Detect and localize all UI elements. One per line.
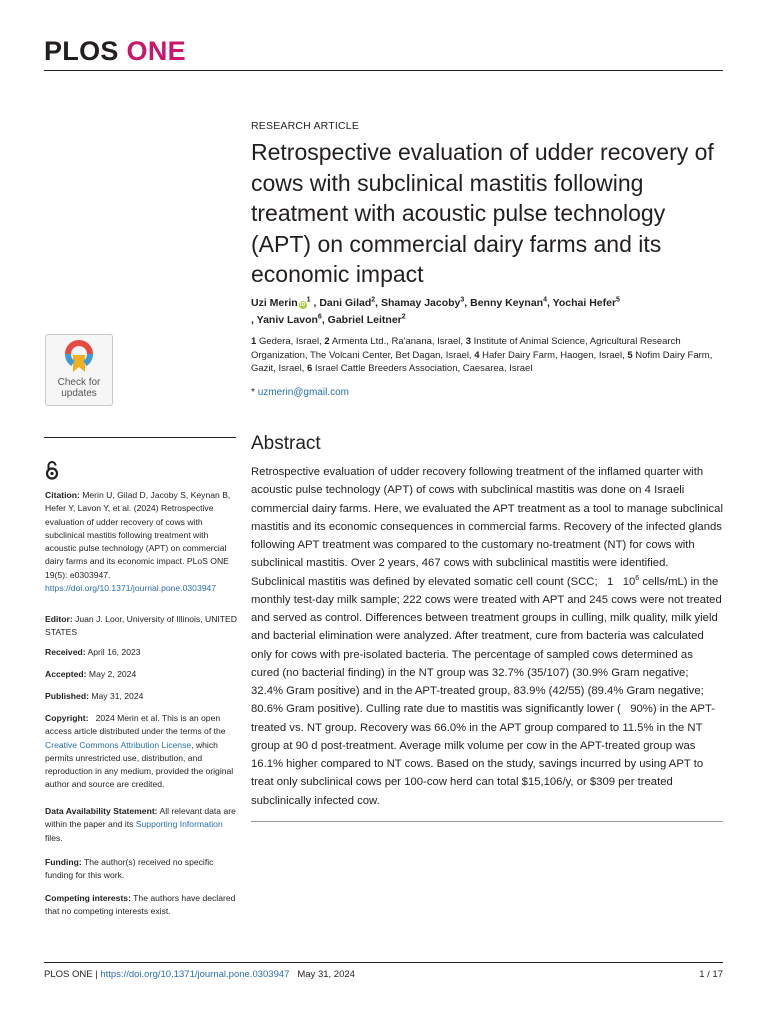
accepted-block [45,668,237,681]
citation-block [45,489,237,595]
affiliation-number: 1 [251,336,257,347]
orcid-icon[interactable]: iD [299,302,306,308]
affiliation-number: 2 [324,336,330,347]
footer-doi-link[interactable]: https://doi.org/10.1371/journal.pone.0303947 [100,969,290,980]
badge-text-line1: Check for [57,377,101,388]
received-label: Received: [45,647,86,657]
copyright-text-rest: , which permits unrestricted use, distribution, and reproduction in any medium, provided the original author and source are credited. [45,739,234,790]
editor-block [45,613,237,640]
competing-interests-block [45,892,237,919]
open-access-icon [45,460,59,480]
article-type: RESEARCH ARTICLE [251,120,360,132]
author-name[interactable]: , Shamay Jacoby [375,297,461,309]
copyright-block [45,712,237,792]
editor-label: Editor: [45,614,73,624]
accepted-label: Accepted: [45,669,87,679]
affiliation-number: 6 [306,363,313,374]
competing-interests-text: The authors have declared that no competing interests exist. [45,893,236,917]
author-name[interactable]: , Dani Gilad [313,297,372,309]
sidebar-divider [44,437,236,438]
license-link[interactable]: Creative Commons Attribution License [45,739,192,750]
journal-logo [44,36,186,67]
editor-text: Juan J. Loor, University of Illinois, UNITED STATES [45,614,237,638]
check-for-updates-badge[interactable] [45,334,113,406]
data-availability-text: All relevant data are within the paper and its [45,806,236,830]
page-number: 1 / 17 [699,969,723,980]
copyright-label: Copyright: [45,713,89,723]
abstract-heading: Abstract [251,433,321,454]
supporting-information-link[interactable]: Supporting Information [135,819,223,830]
badge-text-line2: updates [61,388,97,399]
copyright-text: 2024 Merin et al. This is an open access article distributed under the terms of the [45,713,226,737]
footer-left [44,969,355,980]
header-divider [44,70,723,71]
affiliation-text: Nofim Dairy Farm, Gazit, Israel, [251,349,713,374]
abstract-part2: cells/mL) in the monthly test-day milk sample; 222 cows were treated with APT and 245 cows were not treated and served as control. Differences between treatment groups in culling, milk quality, milk yield and bacterial elimination were analyzed. After treatment, cure from bacteria was calculated only for cows with pre-isolated bacteria. The percentage of sampled cows determined as cured (no bacterial finding) in the NT group was 32.7% (35/107) (30.9% Gram negative; 32.4% Gram positive) and in the APT-treated group, 83.9% (42/55) (89.4% Gram negative; 80.6% Gram positive). Culling rate due to mastitis was significantly lower ( 90%) in the APT-treated vs. NT group. Recovery was 66.0% in the APT group compared to 11.5% in the NT group at 90 d post-treatment. Average milk volume per cow in the APT-treated group was 16.1% higher compared to NT cows. Based on the study, savings incurred by using APT to treat only subclinical cows per 100-cow herd can total $15,106/y, or $309 per treated subclinically infected cow. [251,575,722,807]
abstract-part1: Retrospective evaluation of udder recovery following treatment of the inflamed quarter with acoustic pulse technology (APT) of cows with subclinical mastitis was done on 4 Israeli commercial dairy farms. Here, we evaluated the APT treatment as a tool to manage subclinical mastitis and its economic consequences in commercial farms. Recovery of the infected glands following APT treatment was compared to the customary no-treatment (NT) for cows with subclinical mastitis. Over 2 years, 467 cows with subclinical mastitis were identified. Subclinical mastitis was defined by elevated somatic cell count (SCC; 1 10 [251,466,723,588]
author-name[interactable]: Uzi Merin [251,297,298,309]
affiliation-sup: 1 [306,296,311,304]
received-date: April 16, 2023 [85,647,141,657]
citation-text: Merin U, Gilad D, Jacoby S, Keynan B, Hefer Y, Lavon Y, et al. (2024) Retrospective evaluation of udder recovery of cows with subclinical mastitis following treatment with acoustic pulse technology (APT) on commercial dairy farms and its economic impact. PLoS ONE 19(5): e0303947. [45,490,231,580]
citation-label: Citation: [45,490,80,500]
data-availability-block [45,805,237,845]
footer-journal: PLOS ONE [44,969,93,980]
affiliation-number: 4 [474,349,480,361]
funding-text: The author(s) received no specific funding for this work. [45,857,214,881]
logo-plos: PLOS [44,36,119,66]
crossmark-icon [64,339,94,375]
published-label: Published: [45,691,89,701]
data-availability-text-rest: files. [45,832,63,843]
competing-interests-label: Competing interests: [45,893,131,903]
abstract-text [251,463,723,810]
affiliations [251,335,723,376]
affiliation-text: Institute of Animal Science, Agricultural Research Organization, The Volcani Center, Bet Dagan, Israel, [251,336,681,361]
published-date: May 31, 2024 [88,691,144,701]
logo-one: ONE [126,36,186,66]
footer-divider [44,962,723,963]
affiliation-sup: 4 [543,296,547,304]
affiliation-text: Israel Cattle Breeders Association, Caesarea, Israel [314,363,533,374]
author-name[interactable]: , Benny Keynan [464,297,544,309]
email-link[interactable]: uzmerin@gmail.com [257,387,349,398]
affiliation-sup: 2 [401,313,406,320]
affiliation-sup: 5 [616,296,620,304]
abstract-divider [251,821,723,822]
author-list [251,295,723,328]
funding-label: Funding: [45,857,82,867]
affiliation-text: Gedera, Israel, [258,336,322,347]
accepted-date: May 2, 2024 [86,669,137,679]
citation-doi-link[interactable]: https://doi.org/10.1371/journal.pone.0303947 [45,583,217,594]
received-block [45,646,237,659]
published-block [45,690,237,703]
email-marker: * [251,387,255,398]
affiliation-number: 3 [465,336,471,347]
affiliation-number: 5 [627,349,633,361]
footer-separator: | [92,969,101,980]
affiliation-text: Hafer Dairy Farm, Haogen, Israel, [482,349,625,361]
affiliation-sup: 2 [371,296,376,304]
abstract-exponent: 6 [635,574,640,582]
affiliation-sup: 6 [317,313,322,320]
affiliation-text: Armenta Ltd., Ra'anana, Israel, [331,336,464,347]
author-name[interactable]: , Yochai Hefer [546,297,617,309]
affiliation-sup: 3 [460,296,465,304]
data-availability-label: Data Availability Statement: [45,806,158,816]
corresponding-email [251,387,723,398]
author-name[interactable]: , Gabriel Leitner [321,313,402,326]
author-name[interactable]: , Yaniv Lavon [251,313,318,326]
footer-date: May 31, 2024 [297,969,355,980]
funding-block [45,856,237,883]
article-title: Retrospective evaluation of udder recovery of cows with subclinical mastitis following treatment with acoustic pulse technology (APT) on commercial dairy farms and its economic impact [251,139,714,287]
